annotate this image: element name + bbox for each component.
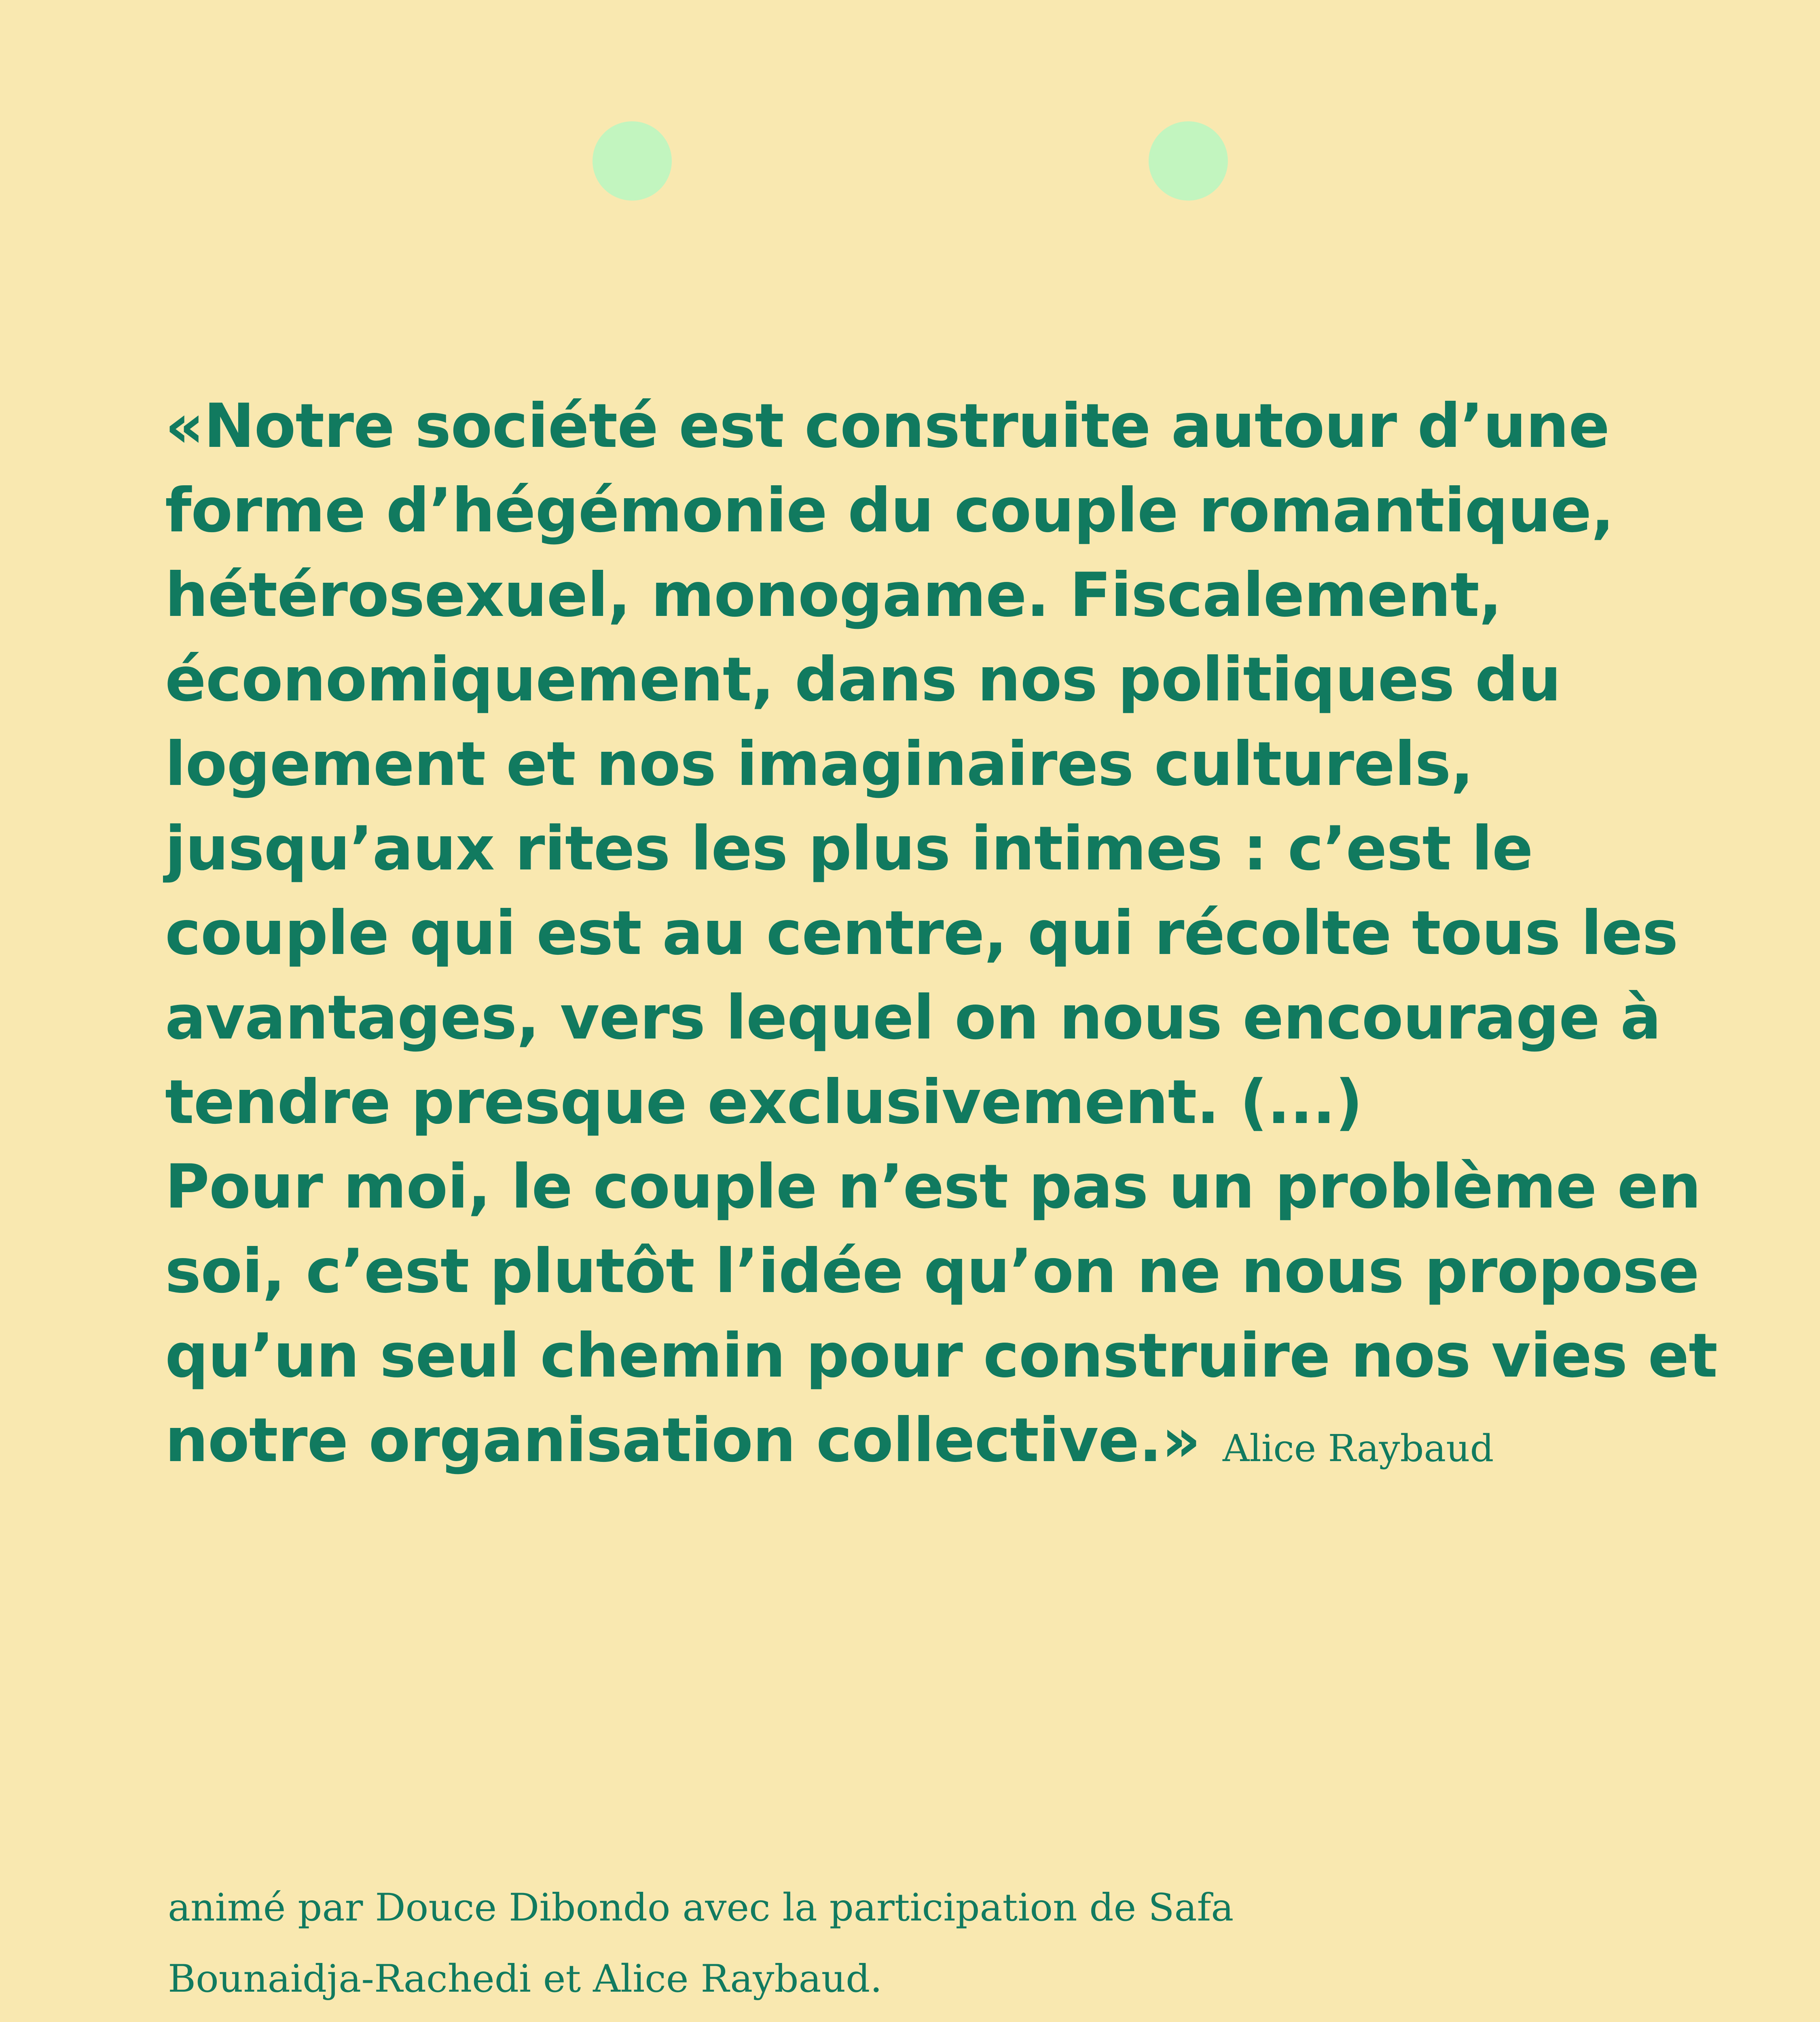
quote-line: avantages, vers lequel on nous encourage à <box>165 983 1661 1053</box>
quote-line: Pour moi, le couple n’est pas un problème en <box>165 1152 1701 1222</box>
quote-line: jusqu’aux rites les plus intimes : c’est le <box>165 814 1533 884</box>
quote-line: «Notre société est construite autour d’une <box>165 391 1610 461</box>
quote-line: qu’un seul chemin pour construire nos vies et <box>165 1321 1718 1391</box>
decorative-dot-left <box>593 121 672 201</box>
quote-line: forme d’hégémonie du couple romantique, <box>165 476 1614 546</box>
quote-line: notre organisation collective.» <box>165 1405 1200 1476</box>
quote-block <box>165 384 1742 1491</box>
quote-line: économiquement, dans nos politiques du <box>165 645 1561 715</box>
quote-line: couple qui est au centre, qui récolte tous les <box>165 898 1678 969</box>
credits <box>168 1872 1543 2015</box>
quote-line: tendre presque exclusivement. (...) <box>165 1067 1363 1138</box>
quote-line: hétérosexuel, monogame. Fiscalement, <box>165 560 1502 630</box>
quote-author: Alice Raybaud <box>1222 1427 1494 1470</box>
decorative-dot-right <box>1149 121 1228 201</box>
quote-line: logement et nos imaginaires culturels, <box>165 729 1473 799</box>
credits-line: Bounaidja-Rachedi et Alice Raybaud. <box>168 1957 882 2001</box>
quote-line: soi, c’est plutôt l’idée qu’on ne nous propose <box>165 1236 1699 1307</box>
quote-last-line <box>165 1398 1742 1491</box>
credits-line: animé par Douce Dibondo avec la participation de Safa <box>168 1886 1234 1930</box>
